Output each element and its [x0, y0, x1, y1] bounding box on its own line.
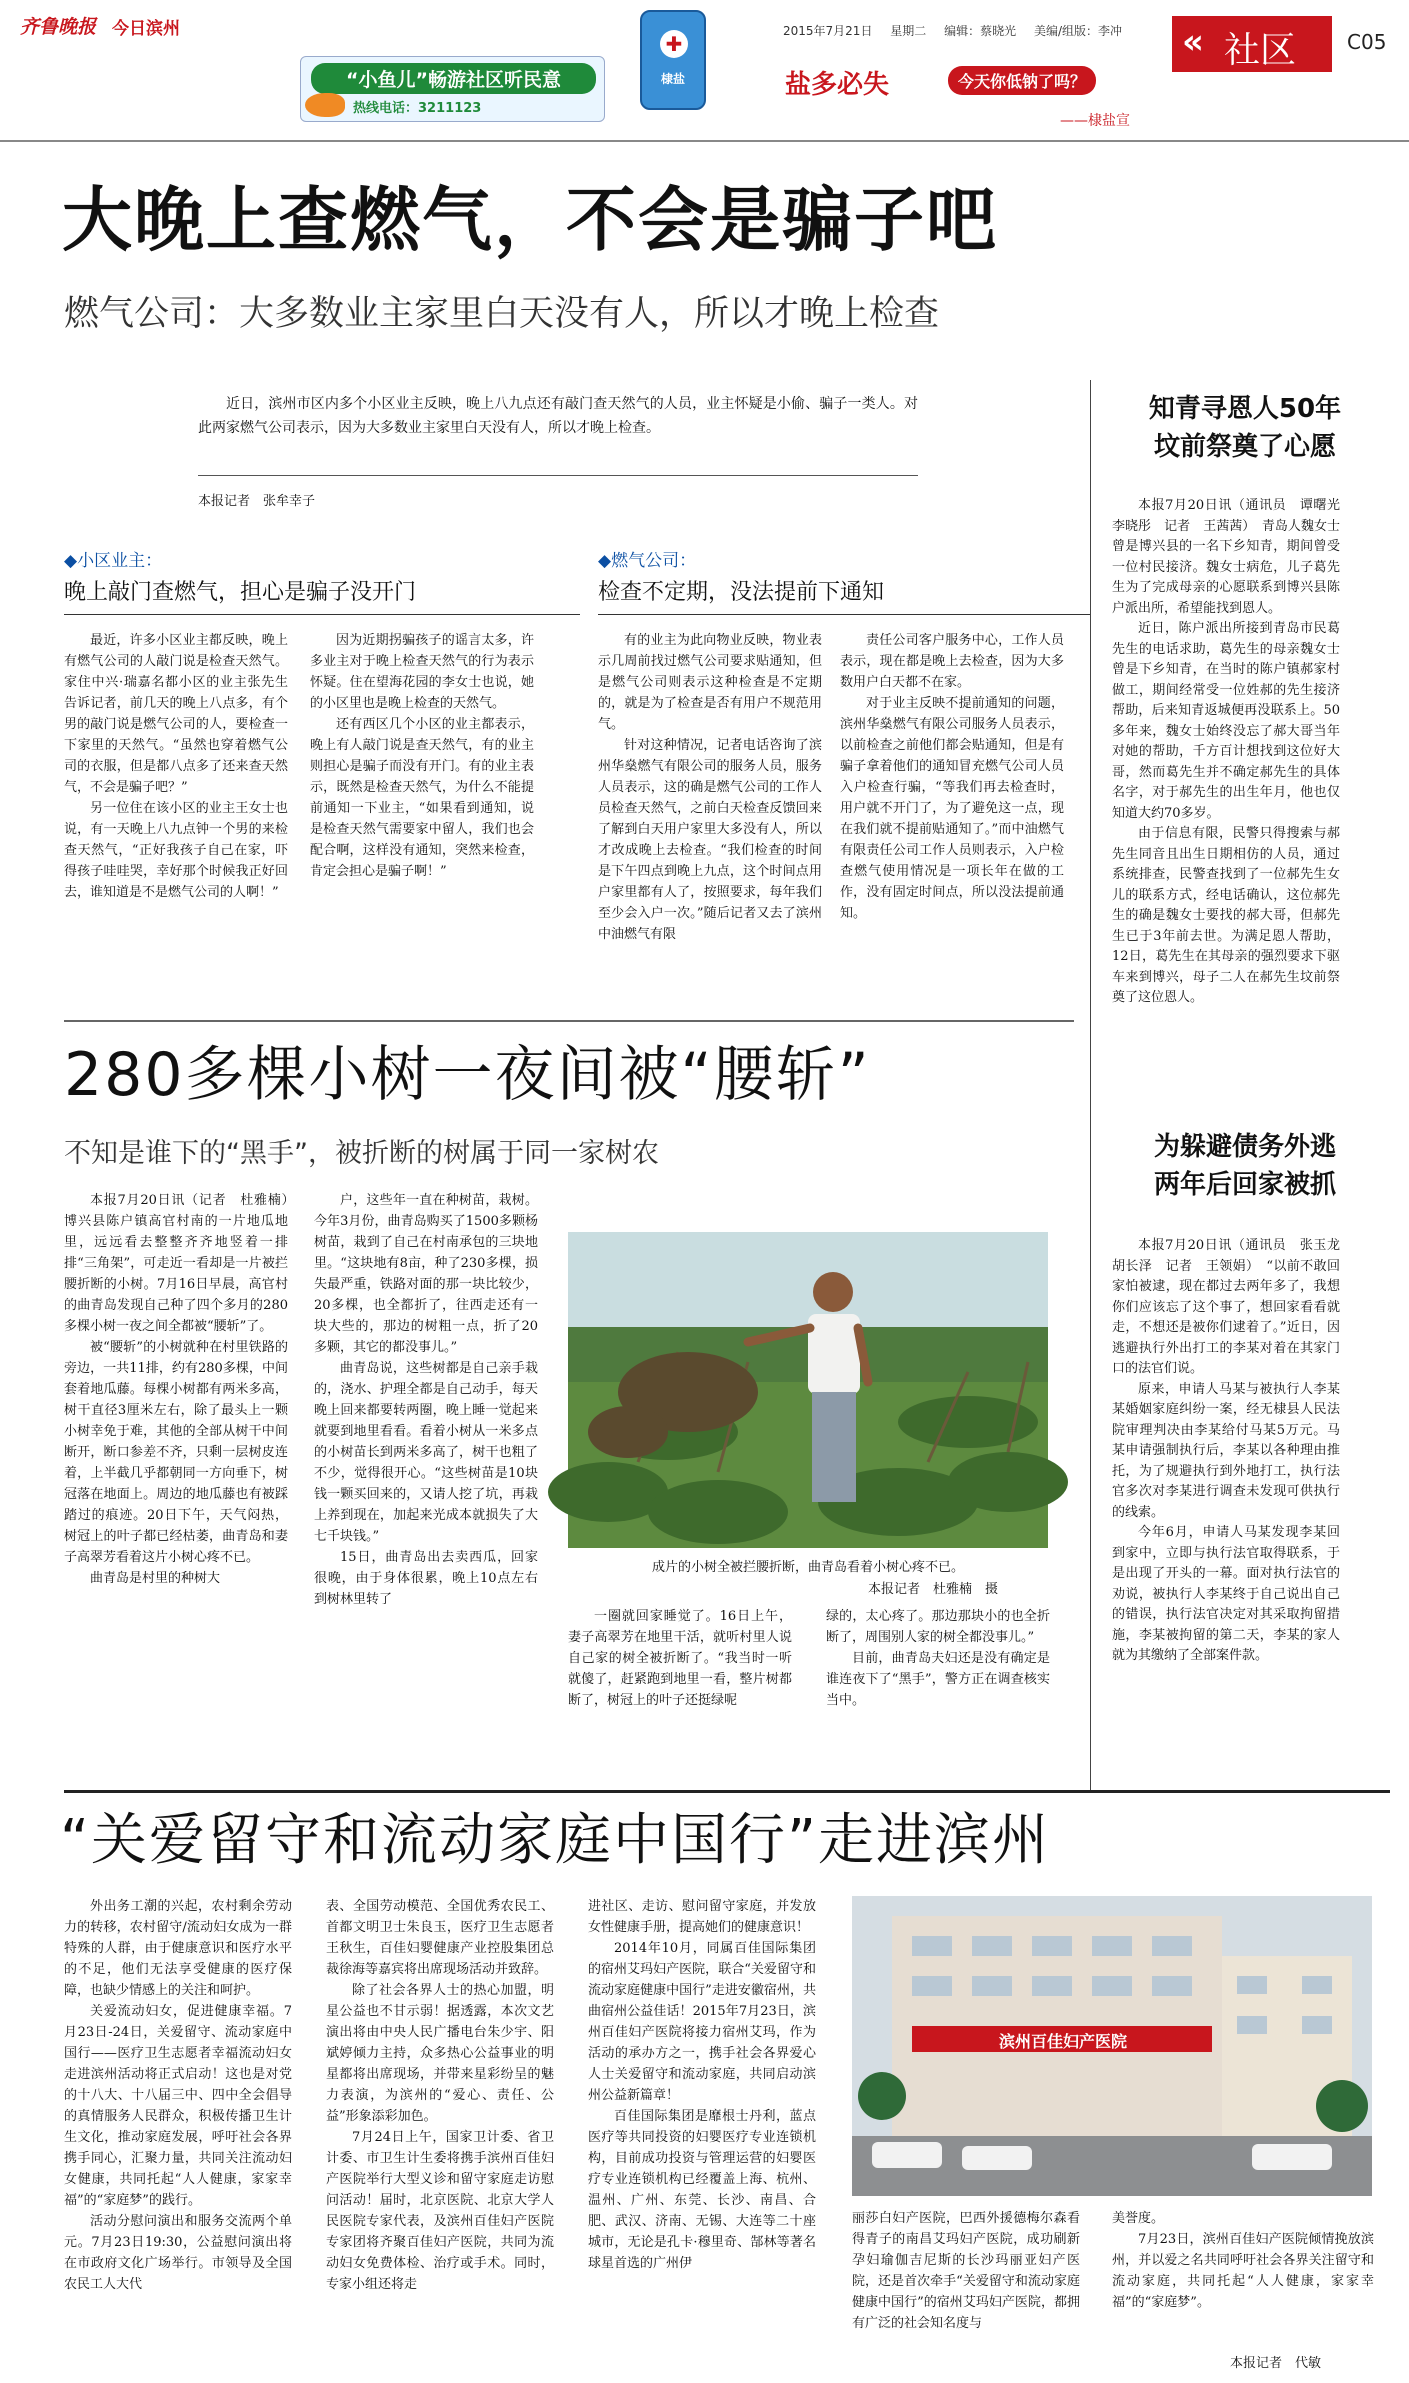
photo-caption: 成片的小树全被拦腰折断，曲青岛看着小树心疼不已。	[651, 1560, 964, 1575]
paragraph: 近日，陈户派出所接到青岛市民葛先生的电话求助，葛先生的母亲魏女士曾是下乡知青，在当时的陈户镇郝家村做工，期间经常受一位姓郝的先生接济帮助，后来知青返城便再没联系上。50多年来，魏女士始终没忘了郝大哥当年对她的帮助，千方百计想找到这位好大哥，然而葛先生并不确定郝先生的具体名字，对于郝先生的出生年月，他也仅知道大约70多岁。	[1112, 621, 1340, 821]
hospital-sign: 滨州百佳妇产医院	[998, 2032, 1127, 2051]
paragraph: 绿的，太心疼了。那边那块小的也全折断了，周围别人家的树全都没事儿。”	[826, 1609, 1050, 1645]
ad-xiaoyuer-hotline	[353, 97, 481, 116]
section-tag: 今日滨州	[112, 19, 180, 39]
hotline-label: 热线电话：	[353, 101, 419, 116]
ad-xiaoyuer-title: “小鱼儿”畅游社区听民意	[311, 63, 596, 94]
section1-rule	[64, 614, 580, 615]
paragraph: 责任公司客户服务中心，工作人员表示，现在都是晚上去检查，因为大多数用户白天都不在家。	[840, 633, 1064, 690]
masthead-logo: 齐鲁晚报	[20, 16, 97, 38]
story1-byline: 本报记者 张牟幸子	[198, 494, 316, 509]
paragraph: 曲青岛说，这些树都是自己亲手栽的，浇水、护理全都是自己动手，每天晚上回来都要转两圈，晚上睡一觉起来就要到地里看看。看着小树从一米多点的小树苗长到两米多高了，树干也粗了不少，觉得很开心。“这些树苗是10块钱一颗买回来的，又请人挖了坑，再栽上养到现在，加起来光成本就损失了大七千块钱。”	[314, 1361, 538, 1544]
paragraph: 美誉度。	[1112, 2211, 1165, 2226]
story3-col4	[852, 2208, 1080, 2376]
hotline-number: 3211123	[418, 101, 482, 116]
paragraph: 本报7月20日讯（通讯员 谭曙光 李晓彤 记者 王茜茜） 青岛人魏女士曾是博兴县的一名下乡知青，期间曾受一位村民接济。魏女士病危，儿子葛先生为了完成母亲的心愿联系到博兴县陈户派出所，希望能找到恩人。	[1112, 498, 1354, 616]
paragraph: 2014年10月，同属百佳国际集团的宿州艾玛妇产医院，联合“关爱留守和流动家庭健康中国行”走进安徽宿州，共曲宿州公益佳话！2015年7月23日，滨州百佳妇产医院将接力宿州艾玛，作为活动的承办方之一，携手社会各界爱心人士关爱留守和流动家庭，共同启动滨州公益新篇章！	[588, 1941, 816, 2103]
ad-salt-signer: ——棣盐宣	[1060, 113, 1130, 129]
ad-salt-question: 今天你低钠了吗？	[948, 66, 1096, 95]
story1-col1	[64, 630, 288, 996]
story2-subtitle: 不知是谁下的“黑手”，被折断的树属于同一家树农	[64, 1138, 659, 1169]
paragraph: 另一位住在该小区的业主王女士也说，有一天晚上八九点钟一个男的来检查天然气，“正好我孩子自己在家，吓得孩子哇哇哭，幸好那个时候我正好回去，谁知道是不是燃气公司的人啊！”	[64, 801, 288, 900]
paragraph: 还有西区几个小区的业主都表示，晚上有人敲门说是查天然气，有的业主则担心是骗子而没有开门。有的业主表示，既然是检查天然气，为什么不能提前通知一下业主，“如果看到通知，说是检查天然气需要家中留人，我们也会配合啊，这样没有通知，突然来检查，肯定会担心是骗子啊！”	[310, 717, 534, 879]
story2-col3	[568, 1606, 792, 1738]
section1-title: 晚上敲门查燃气，担心是骗子没开门	[64, 580, 417, 605]
side1-title-line1: 知青寻恩人50年	[1148, 394, 1342, 424]
paragraph: 关爱流动妇女，促进健康幸福。7月23日-24日，关爱留守、流动家庭中国行——医疗卫生志愿者幸福流动妇女走进滨州活动将正式启动！这也是对党的十八大、十八届三中、四中全会倡导的真情服务人民群众，积极传播卫生计生文化，推动家庭发展，呼吁社会各界携手同心，汇聚力量，共同关注流动妇女健康，共同托起“人人健康，家家幸福”的“家庭梦”的践行。	[64, 2004, 292, 2208]
story3-col3	[588, 1896, 816, 2376]
paragraph: 有的业主为此向物业反映，物业表示几周前找过燃气公司要求贴通知，但是燃气公司则表示这种检查是不定期的，就是为了检查是否有用户不规范用气。	[598, 633, 822, 732]
story3-top-rule	[64, 1790, 1390, 1793]
story1-col3	[598, 630, 822, 996]
paragraph: 原来，申请人马某与被执行人李某某婚姻家庭纠纷一案，经无棣县人民法院审理判决由李某给付马某5万元。马某申请强制执行后，李某以各种理由推托，为了规避执行到外地打工，执行法官多次对李某进行调查未发现可供执行的线索。	[1112, 1381, 1340, 1520]
story1-section1-head	[64, 546, 416, 606]
paragraph: 7月23日，滨州百佳妇产医院倾情挽放滨州，并以爱之名共同呼吁社会各界关注留守和流动家庭，共同托起“人人健康，家家幸福”的“家庭梦”。	[1112, 2232, 1374, 2310]
paragraph: 一圈就回家睡觉了。16日上午，妻子高翠芳在地里干活，就听村里人说自己家的树全被折断了。“我当时一听就傻了，赶紧跑到地里一看，整片树都断了，树冠上的叶子还挺绿呢	[568, 1609, 792, 1708]
paragraph: 对于业主反映不提前通知的问题，滨州华燊燃气有限公司服务人员表示，以前检查之前他们都会贴通知，但是有骗子拿着他们的通知冒充燃气公司人员入户检查行骗，“等我们再去检查时，用户就不开门了，为了避免这一点，现在我们就不提前贴通知了。”而中油燃气有限责任公司工作人员则表示，入户检查燃气使用情况是一项长年在做的工作，没有固定时间点，所以没法提前通知。	[840, 696, 1064, 921]
section2-rule	[598, 614, 1090, 615]
story1-title: 大晚上查燃气，不会是骗子吧	[62, 179, 998, 261]
paragraph: 最近，许多小区业主都反映，晚上有燃气公司的人敲门说是检查天然气。家住中兴·瑞嘉名都小区的业主张先生告诉记者，前几天的晚上八点多，有个男的敲门说是燃气公司的人，要检查一下家里的天然气。“虽然也穿着燃气公司的衣服，但是都八点多了还来查天然气，不会是骗子吧？”	[64, 633, 288, 795]
paragraph: 7月24日上午，国家卫计委、省卫计委、市卫生计生委将携手滨州百佳妇产医院举行大型义诊和留守家庭走访慰问活动！届时，北京医院、北京大学人民医院专家代表，及滨州百佳妇产医院专家团将齐聚百佳妇产医院，共同为流动妇女免费体检、治疗或手术。同时，专家小组还将走	[326, 2130, 554, 2292]
salt-package-icon	[640, 10, 706, 110]
paragraph: 目前，曲青岛夫妇还是没有确定是谁连夜下了“黑手”，警方正在调查核实当中。	[826, 1651, 1050, 1708]
story2-col2	[314, 1190, 538, 1736]
paragraph: 本报7月20日讯（记者 杜雅楠） 博兴县陈户镇高官村南的一片地瓜地里，远远看去整整齐齐地竖着一排排“三角架”，可走近一看却是一片被拦腰折断的小树。7月16日早晨，高官村的曲青岛发现自己种了四个多月的280多棵小树一夜之间全都被“腰斩”了。	[64, 1193, 302, 1334]
double-chevron-icon: «	[1182, 22, 1204, 62]
paragraph: 表、全国劳动模范、全国优秀农民工、首都文明卫士朱良玉，医疗卫生志愿者王秋生，百佳妇婴健康产业控股集团总裁徐海等嘉宾将出席现场活动并致辞。	[326, 1899, 554, 1977]
weekday: 星期二	[890, 24, 927, 38]
photo-credit: 本报记者 杜雅楠 摄	[868, 1582, 999, 1597]
side1-title-line2: 坟前祭奠了心愿	[1153, 432, 1336, 462]
paragraph: 被“腰斩”的小树就种在村里铁路的旁边，一共11排，约有280多棵，中间套着地瓜藤。每棵小树都有两米多高，树干直径3厘米左右，除了最头上一颗小树幸免于难，其他的全部从树干中间断开，断口参差不齐，只剩一层树皮连着，上半截几乎都朝同一方向垂下，树冠落在地面上。周边的地瓜藤也有被踩踏过的痕迹。20日下午，天气闷热，树冠上的叶子都已经枯萎，曲青岛和妻子高翠芳看着这片小树心疼不已。	[64, 1340, 288, 1565]
sidebar-divider	[1090, 380, 1091, 1790]
paragraph: 丽莎白妇产医院，巴西外援德梅尔森看得青子的南昌艾玛妇产医院，成功刷新孕妇瑜伽吉尼斯的长沙玛丽亚妇产医院，还是首次牵手“关爱留守和流动家庭健康中国行”的宿州艾玛妇产医院，都拥有广泛的社会知名度与	[852, 2211, 1080, 2331]
cross-icon: ✚	[660, 30, 688, 58]
paragraph: 除了社会各界人士的热心加盟，明星公益也不甘示弱！据透露，本次文艺演出将由中央人民广播电台朱少宇、阳斌婷倾力主持，众多热心公益事业的明星都将出席现场，并带来星彩纷呈的魅力表演，为滨州的“爱心、责任、公益”形象添彩加色。	[326, 1983, 554, 2124]
story1-col4	[840, 630, 1064, 996]
story3-byline: 本报记者 代敏	[1230, 2356, 1322, 2371]
side1-body	[1112, 496, 1354, 1126]
story3-title: “关爱留守和流动家庭中国行”走进滨州	[60, 1808, 1051, 1873]
story2-col4	[826, 1606, 1050, 1738]
lead-rule	[198, 475, 918, 476]
paragraph: 针对这种情况，记者电话咨询了滨州华燊燃气有限公司的服务人员，服务人员表示，这的确是燃气公司的工作人员检查天然气，之前白天检查反馈回来了解到白天用户家里大多没有人，所以才改成晚上去检查。“我们检查的时间是下午四点到晚上九点，这个时间点用户家里都有人了，按照要求，每年我们至少会入户一次。”随后记者又去了滨州中油燃气有限	[598, 738, 822, 942]
story2-title: 280多棵小树一夜间被“腰斩”	[64, 1040, 871, 1110]
story1-section2-head	[598, 546, 884, 606]
date: 2015年7月21日	[783, 24, 873, 38]
side2-body	[1112, 1236, 1354, 1776]
hospital-photo	[852, 1896, 1372, 2196]
story3-col5	[1112, 2208, 1374, 2350]
salt-package-label: 棣盐	[660, 72, 685, 86]
section-box	[1172, 16, 1332, 72]
ad-xiaoyuer	[300, 56, 605, 122]
side2-title-line1: 为躲避债务外逃	[1153, 1132, 1336, 1162]
paragraph: 今年6月，申请人马某发现李某回到家中，立即与执行法官取得联系，于是出现了开头的一幕。面对执行法官的劝说，被执行人李某终于自己说出自己的错误，执行法官决定对其采取拘留措施，李某被拘留的第二天，李某的家人就为其缴纳了全部案件款。	[1112, 1525, 1340, 1663]
paragraph: 活动分慰问演出和服务交流两个单元。7月23日19:30，公益慰问演出将在市政府文化广场举行。市领导及全国农民工人大代	[64, 2214, 292, 2292]
story1-subtitle: 燃气公司：大多数业主家里白天没有人，所以才晚上检查	[64, 294, 940, 334]
ad-salt-slogan: 盐多必失	[785, 70, 890, 100]
story1-lead: 近日，滨州市区内多个小区业主反映，晚上八九点还有敲门查天然气的人员，业主怀疑是小偷、骗子一类人。对此两家燃气公司表示，因为大多数业主家里白天没有人，所以才晚上检查。	[198, 396, 918, 436]
story3-col1	[64, 1896, 292, 2376]
fish-icon	[305, 93, 345, 117]
paragraph: 15日，曲青岛出去卖西瓜，回家很晚，由于身体很累，晚上10点左右到树林里转了	[314, 1550, 538, 1607]
side2-title-line2: 两年后回家被抓	[1153, 1170, 1336, 1200]
story2-col1	[64, 1190, 302, 1736]
side1-title	[1100, 390, 1390, 466]
paragraph: 曲青岛是村里的种树大	[90, 1571, 221, 1586]
paragraph: 进社区、走访、慰问留守家庭，并发放女性健康手册，提高她们的健康意识！	[588, 1899, 816, 1935]
paragraph: 外出务工潮的兴起，农村剩余劳动力的转移，农村留守/流动妇女成为一群特殊的人群，由于健康意识和医疗水平的不足，他们无法享受健康的医疗保障，也缺少情感上的关注和呵护。	[64, 1899, 292, 1998]
section1-label: ◆小区业主：	[64, 551, 163, 571]
masthead	[0, 0, 1409, 129]
paragraph: 户，这些年一直在种树苗，栽树。今年3月份，曲青岛购买了1500多颗杨树苗，栽到了自己在村南承包的三块地里。“这块地有8亩，种了230多棵，损失最严重，铁路对面的那一块比较少，20多棵，也全都折了，往西走还有一块大些的，那边的树粗一点，折了20多颗，其它的都没事儿。”	[314, 1193, 538, 1355]
paragraph: 百佳国际集团是靡根士丹利，蓝点医疗等共同投资的妇婴医疗专业连锁机构，目前成功投资与管理运营的妇婴医疗专业连锁机构已经覆盖上海、杭州、温州、广州、东莞、长沙、南昌、合肥、武汉、济南、无锡、大连等二十座城市，无论是孔卡·穆里奇、郜林等著名球星首选的广州伊	[588, 2109, 816, 2271]
story1-col2	[310, 630, 534, 996]
story2-photo	[568, 1232, 1048, 1548]
section2-title: 检查不定期，没法提前下通知	[598, 580, 885, 605]
story2-top-rule	[64, 1020, 1074, 1022]
masthead-info	[783, 22, 1122, 39]
side2-title	[1100, 1128, 1390, 1204]
editor: 编辑：蔡晓光	[944, 24, 1017, 38]
section2-label: ◆燃气公司：	[598, 551, 697, 571]
page-number: C05	[1347, 30, 1387, 54]
section-name: 社区	[1224, 30, 1297, 71]
masthead-rule	[0, 140, 1409, 142]
designer: 美编/组版：李冲	[1033, 24, 1123, 38]
paragraph: 本报7月20日讯（通讯员 张玉龙 胡长泽 记者 王领娟） “以前不敢回家怕被逮，现在都过去两年多了，我想你们应该忘了这个事了，想回家看看就走，不想还是被你们逮着了。”近日，因逃避执行外出打工的李某对着在其家门口的法官们说。	[1112, 1238, 1354, 1376]
paragraph: 由于信息有限，民警只得搜索与郝先生同音且出生日期相仿的人员，通过系统排查，民警查找到了一位郝先生女儿的联系方式，经电话确认，这位郝先生的确是魏女士要找的郝大哥，但郝先生已于3年前去世。为满足恩人帮助，12日，葛先生在其母亲的强烈要求下驱车来到博兴，母子二人在郝先生坟前祭奠了这位恩人。	[1112, 826, 1340, 1005]
story3-col2	[326, 1896, 554, 2376]
paragraph: 因为近期拐骗孩子的谣言太多，许多业主对于晚上检查天然气的行为表示怀疑。住在望海花园的李女士也说，她的小区里也是晚上检查的天然气。	[310, 633, 534, 711]
